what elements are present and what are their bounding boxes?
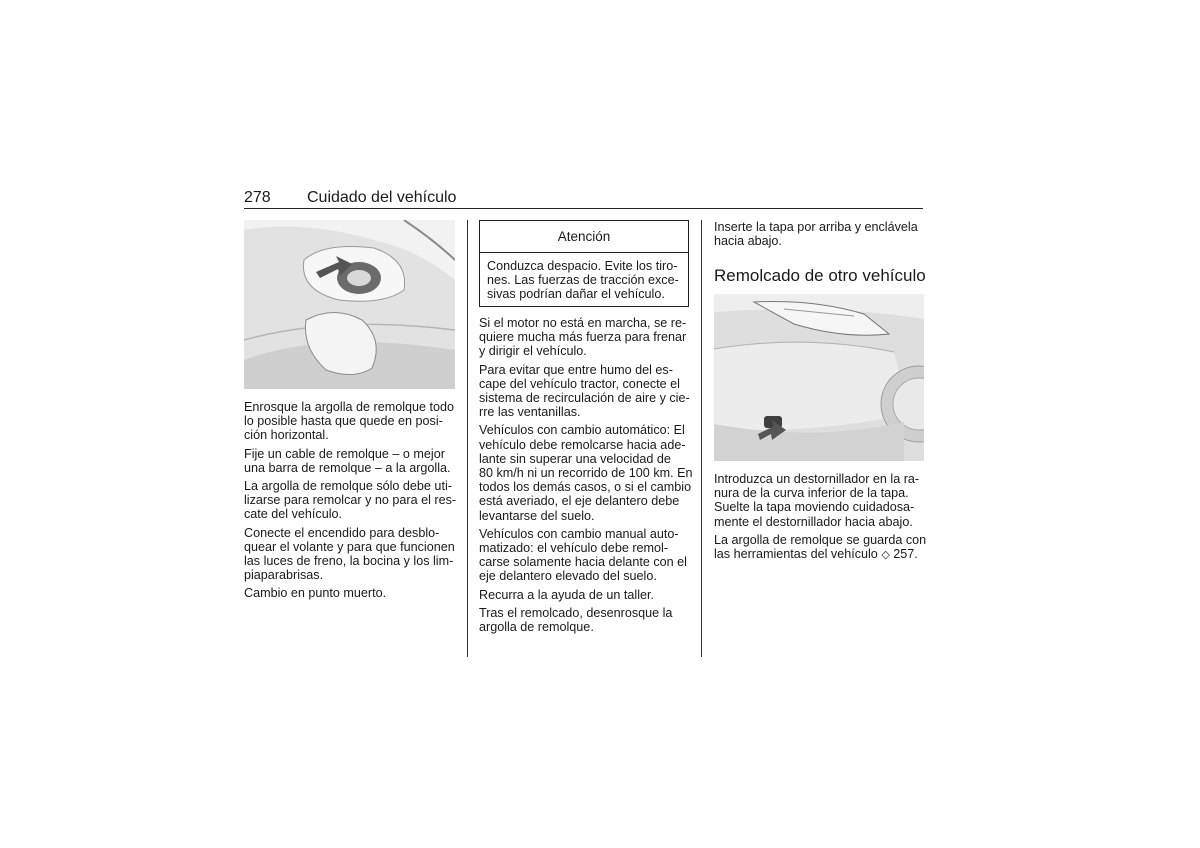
section-title: Cuidado del vehículo	[307, 189, 457, 206]
reference-text: las herramientas del vehículo	[714, 547, 878, 562]
column-right-text	[714, 472, 929, 566]
paragraph: Enrosque la argolla de remolque todo lo posible hasta que quede en posi- ción horizontal.	[244, 400, 455, 443]
section-heading: Remolcado de otro vehículo	[714, 266, 926, 285]
paragraph: Introduzca un destornillador en la ra- nura de la curva inferior de la tapa. Suelte la tapa moviendo cuidadosa- mente el destornillador hacia abajo.	[714, 472, 920, 529]
paragraph: Vehículos con cambio manual auto- matizado: el vehículo debe remol- carse solamente hacia delante con el eje delantero elevado del suelo.	[479, 526, 687, 584]
paragraph: Conecte el encendido para desblo- quear el volante y para que funcionen las luces de freno, la bocina y los lim- piaparabrisas.	[244, 525, 455, 583]
rear-bumper-tow-cover-illustration	[714, 294, 924, 461]
paragraph: Recurra a la ayuda de un taller.	[479, 587, 655, 602]
paragraph: Si el motor no está en marcha, se re- quiere mucha más fuerza para frenar y dirigir el vehículo.	[479, 316, 687, 359]
column-middle-text	[479, 316, 694, 638]
paragraph: Cambio en punto muerto.	[244, 586, 387, 601]
paragraph: La argolla de remolque se guarda con las herramientas del vehículo ◇ 257.	[714, 532, 927, 562]
paragraph: Fije un cable de remolque – o mejor una barra de remolque – a la argolla.	[244, 446, 451, 475]
warning-box	[479, 220, 689, 307]
paragraph: La argolla de remolque sólo debe uti- lizarse para remolcar y no para el res- cate del vehículo.	[244, 479, 457, 522]
page-reference-icon: ◇	[881, 549, 890, 562]
paragraph: Para evitar que entre humo del es- cape del vehículo tractor, conecte el sistema de recirculación de aire y cie- rre las ventanillas.	[479, 362, 690, 420]
warning-body: Conduzca despacio. Evite los tiro- nes. Las fuerzas de tracción exce- sivas podrían dañar el vehículo.	[487, 259, 679, 302]
paragraph: Tras el remolcado, desenrosque la argolla de remolque.	[479, 605, 673, 635]
tow-eye-cover-illustration	[244, 220, 455, 389]
page-reference-number[interactable]: 257.	[893, 547, 918, 562]
paragraph: Inserte la tapa por arriba y enclávela hacia abajo.	[714, 220, 918, 249]
page-number: 278	[244, 189, 271, 206]
paragraph: Vehículos con cambio automático: El vehículo debe remolcarse hacia ade- lante sin superar una velocidad de 80 km/h ni un recorrido de 100 km. En todos los demás casos, o si el cambio está averiado, el eje delantero debe levantarse del suelo.	[479, 423, 693, 523]
column-divider-1	[467, 220, 468, 657]
column-right-intro	[714, 220, 929, 252]
warning-title: Atención	[480, 221, 688, 253]
column-left-text	[244, 400, 456, 605]
page-header	[244, 188, 923, 209]
column-divider-2	[701, 220, 702, 657]
